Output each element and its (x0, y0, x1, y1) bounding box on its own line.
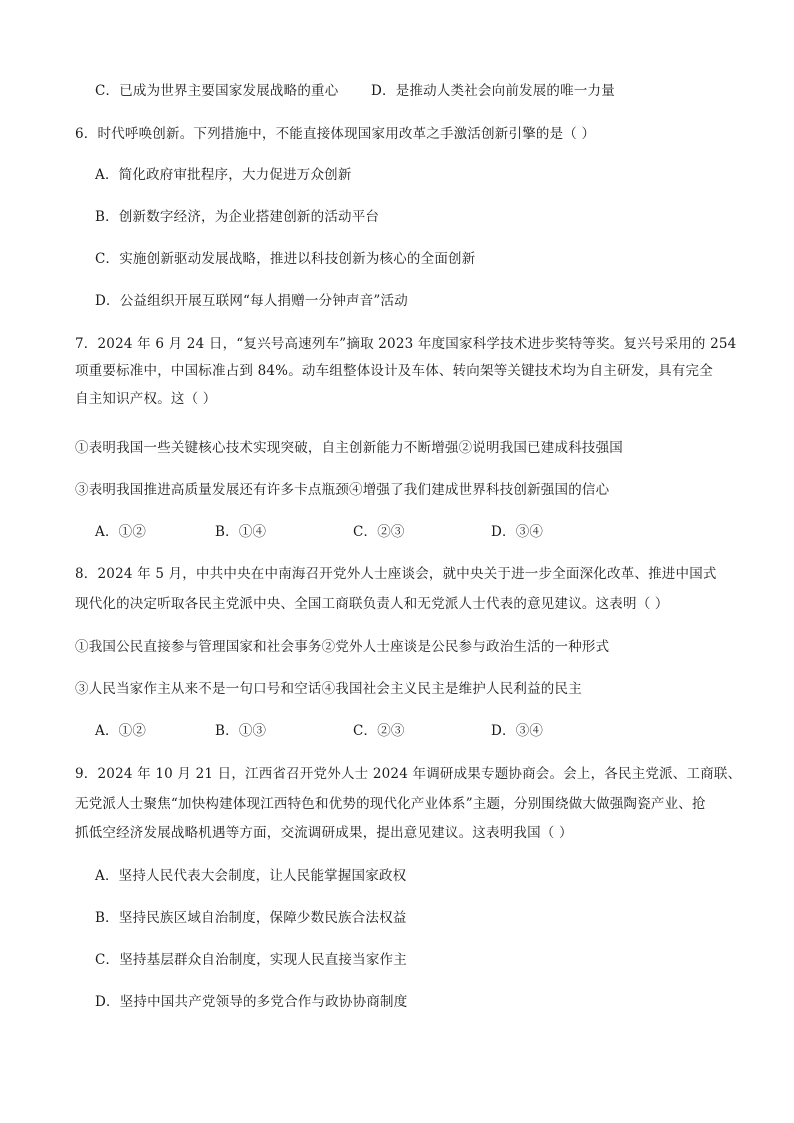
q9-option-d: D．坚持中国共产党领导的多党合作与政协协商制度 (95, 994, 408, 1010)
q6-option-b: B．创新数字经济，为企业搭建创新的活动平台 (95, 209, 380, 225)
q9-stem-line-2: 无党派人士聚焦“加快构建体现江西特色和优势的现代化产业体系”主题，分别围绕做大做强陶瓷产业、抢 (75, 796, 706, 812)
q9-stem-line-3: 抓低空经济发展战略机遇等方面，交流调研成果，提出意见建议。这表明我国（ ） (75, 825, 573, 841)
q7-statement-line-2: ③表明我国推进高质量发展还有许多卡点瓶颈④增强了我们建成世界科技创新强国的信心 (75, 482, 610, 498)
q8-stem-line-2: 现代化的决定听取各民主党派中央、全国工商联负责人和无党派人士代表的意见建议。这表明（ ） (75, 596, 669, 612)
q7-option-b: B．①④ (215, 524, 267, 540)
q8-option-d: D．③④ (491, 723, 544, 739)
q9-option-c: C．坚持基层群众自治制度，实现人民直接当家作主 (95, 952, 407, 968)
q9-option-b: B．坚持民族区域自治制度，保障少数民族合法权益 (95, 910, 407, 926)
q7-stem-line-3: 自主知识产权。这（ ） (75, 391, 217, 407)
q8-statement-line-1: ①我国公民直接参与管理国家和社会事务②党外人士座谈是公民参与政治生活的一种形式 (75, 639, 610, 655)
q8-stem-line-1: 8．2024 年 5 月，中共中央在中南海召开党外人士座谈会，就中央关于进一步全面深化改革、推进中国式 (75, 566, 717, 582)
q8-option-c: C．②③ (353, 723, 405, 739)
q6-option-a: A．简化政府审批程序，大力促进万众创新 (95, 167, 352, 183)
q7-option-d: D．③④ (491, 524, 544, 540)
q5-option-c: C．已成为世界主要国家发展战略的重心 (95, 83, 339, 99)
q7-option-a: A．①② (95, 524, 147, 540)
q6-stem: 6．时代呼唤创新。下列措施中，不能直接体现国家用改革之手激活创新引擎的是（ ） (75, 126, 596, 142)
q6-option-c: C．实施创新驱动发展战略，推进以科技创新为核心的全面创新 (95, 251, 476, 267)
q8-option-a: A．①② (95, 723, 147, 739)
q7-stem-line-2: 项重要标准中，中国标准占到 84%。动车组整体设计及车体、转向架等关键技术均为自主研发，具有完全 (75, 363, 713, 379)
q7-statement-line-1: ①表明我国一些关键核心技术实现突破，自主创新能力不断增强②说明我国已建成科技强国 (75, 440, 623, 456)
q8-option-b: B．①③ (215, 723, 267, 739)
q9-stem-line-1: 9．2024 年 10 月 21 日，江西省召开党外人士 2024 年调研成果专题协商会。会上，各民主党派、工商联、 (75, 766, 742, 782)
q6-option-d: D．公益组织开展互联网“每人捐赠一分钟声音”活动 (95, 293, 408, 309)
q5-option-d: D．是推动人类社会向前发展的唯一力量 (371, 83, 615, 99)
q7-stem-line-1: 7．2024 年 6 月 24 日，“复兴号高速列车”摘取 2023 年度国家科学技术进步奖特等奖。复兴号采用的 254 (75, 336, 737, 352)
q8-statement-line-2: ③人民当家作主从来不是一句口号和空话④我国社会主义民主是维护人民利益的民主 (75, 681, 582, 697)
q7-option-c: C．②③ (353, 524, 405, 540)
q9-option-a: A．坚持人民代表大会制度，让人民能掌握国家政权 (95, 868, 407, 884)
